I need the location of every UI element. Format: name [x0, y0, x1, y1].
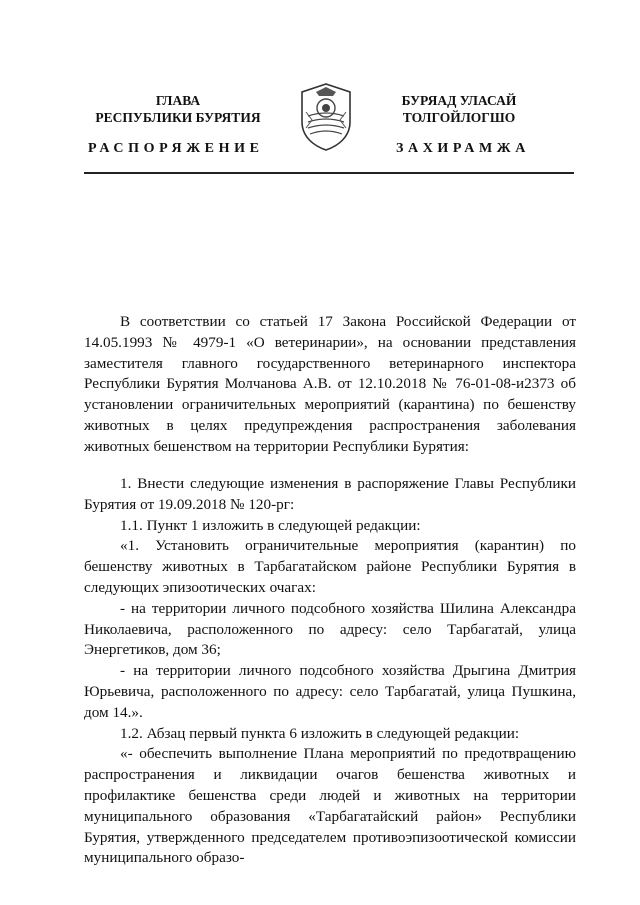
paragraph-item-1-2: 1.2. Абзац первый пункта 6 изложить в следующей редакции: — [120, 724, 520, 742]
header-right-subtitle: ТОЛГОЙЛОГШО — [402, 110, 516, 125]
paragraph-focus-drygin: - на территории личного подсобного хозяйства Дрыгина Дмитрия Юрьевича, расположенного по адресу: село Тарбагатай, улица Пушкина, дом 14.». — [84, 662, 576, 721]
header-right-title: БУРЯАД УЛАСАЙ — [401, 93, 517, 108]
paragraph-plan: «- обеспечить выполнение Плана мероприятий по предотвращению распространения и ликвидации очагов бешенства животных и профилактике бешенства среди людей и животных на территории муниципального образования «Тарбагатайский район» Республики Бурятия, утвержденного председателем противоэпизоотической комиссии муниципального образо- — [84, 745, 576, 867]
order-title-bua: ЗАХИРАМЖА — [396, 141, 530, 156]
order-title-ru: РАСПОРЯЖЕНИЕ — [88, 141, 264, 156]
preamble-block — [84, 312, 576, 458]
coat-of-arms-icon — [300, 82, 352, 152]
header-left — [78, 92, 278, 126]
header-right — [368, 92, 550, 126]
paragraph-focus-shilin: - на территории личного подсобного хозяйства Шилина Александра Николаевича, расположенного по адресу: село Тарбагатай, улица Энергетиков, дом 36; — [84, 599, 576, 659]
paragraph-item-1-1: 1.1. Пункт 1 изложить в следующей редакции: — [120, 516, 421, 534]
header-left-title: ГЛАВА — [155, 93, 201, 108]
preamble-paragraph: В соответствии со статьей 17 Закона Российской Федерации от 14.05.1993 № 4979-1 «О ветеринарии», на основании представления заместителя главного государственного ветеринарного инспектора Республики Бурятия Молчанова А.В. от 12.10.2018 № 76-01-08-и2373 об установлении ограничительных мероприятий (карантина) по бешенству животных в целях предупреждения распространения заболевания животных бешенством на территории Республики Бурятия: — [84, 313, 576, 455]
header-left-subtitle: РЕСПУБЛИКИ БУРЯТИЯ — [95, 110, 261, 125]
decision-block — [84, 474, 576, 869]
paragraph-item-1: 1. Внести следующие изменения в распоряжение Главы Республики Бурятия от 19.09.2018 № 120-рг: — [84, 475, 576, 513]
paragraph-quarantine: «1. Установить ограничительные мероприятия (карантин) по бешенству животных в Тарбагатайском районе Республики Бурятия в следующих эпизоотических очагах: — [84, 537, 576, 596]
header-divider — [84, 172, 574, 174]
